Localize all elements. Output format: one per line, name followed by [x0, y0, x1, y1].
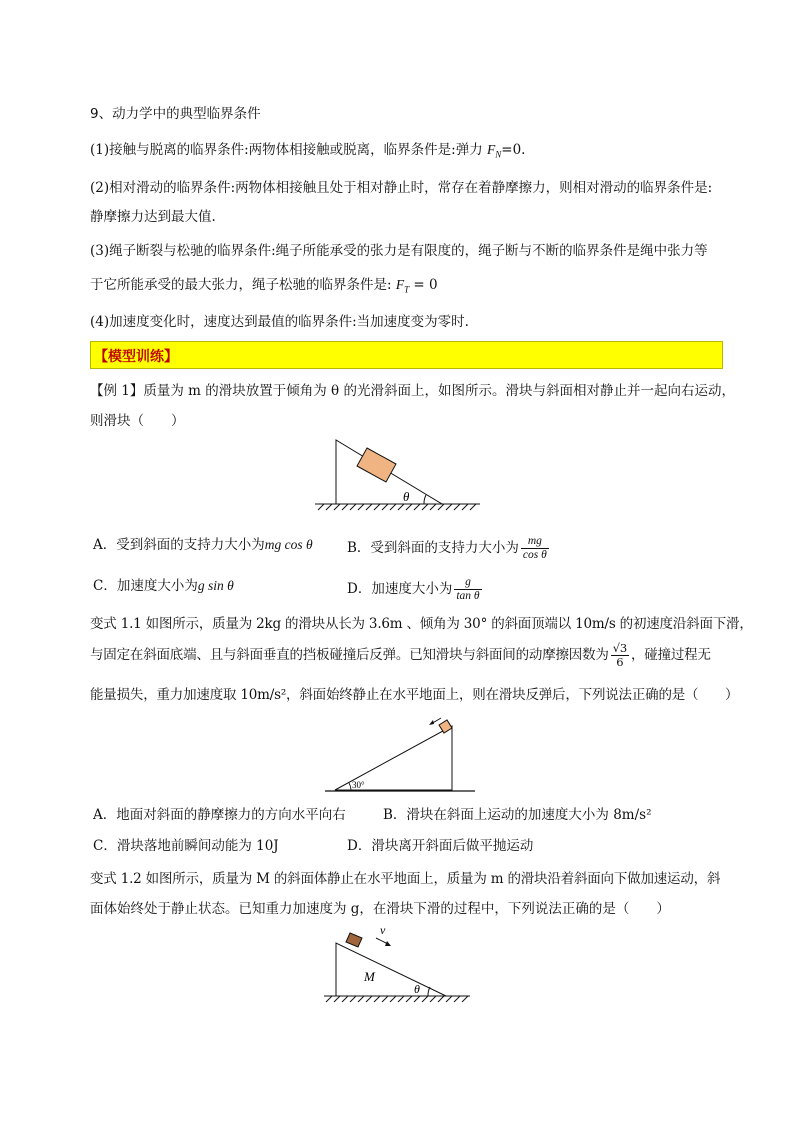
item-4: (4)加速度变化时，速度达到最值的临界条件:当加速度变为零时. [90, 314, 469, 330]
angle-label: 30° [352, 780, 365, 790]
variant-1-line-2b: ，碰撞过程无 [630, 647, 711, 663]
model-training-banner [90, 341, 723, 369]
arrow-head [429, 720, 434, 725]
item-1-end: =0. [501, 142, 526, 158]
theta-label: θ [414, 982, 420, 996]
variant-1-line-3: 能量损失，重力加速度取 10m/s²，斜面始终静止在水平地面上，则在滑块反弹后，下列说法正确的是（ ） [90, 687, 739, 703]
item-2-line-2: 静摩擦力达到最大值. [90, 209, 216, 225]
v-label: v [380, 923, 386, 937]
option-d-text: D．加速度大小为 [347, 581, 453, 597]
option-c-text: C．加速度大小为 [93, 578, 198, 594]
option-b-numerator: mg [521, 535, 549, 549]
variant-1-option-b: B．滑块在斜面上运动的加速度大小为 8m/s² [383, 807, 652, 823]
example-1-option-c [93, 576, 234, 596]
section-heading: 9、动力学中的典型临界条件 [90, 106, 261, 122]
option-a-math: mg cos θ [264, 537, 313, 552]
item-1-math: F [487, 142, 496, 157]
ground-hatch [315, 504, 480, 510]
variant-2-figure [322, 925, 472, 1005]
variant-2-line-1: 变式 1.2 如图所示，质量为 M 的斜面体静止在水平地面上，质量为 m 的滑块沿着斜面向下做加速运动，斜 [90, 871, 721, 887]
example-1-figure [310, 440, 480, 510]
banner-label: 【模型训练】 [94, 349, 178, 365]
item-3-end: = 0 [409, 277, 438, 293]
option-b-denominator: cos θ [522, 549, 547, 561]
example-1-line-1: 【例 1】质量为 m 的滑块放置于倾角为 θ 的光滑斜面上，如图所示。滑块与斜面相对静止并一起向右运动， [90, 383, 735, 399]
variant-1-line-2a: 与固定在斜面底端、且与斜面垂直的挡板碰撞后反弹。已知滑块与斜面间的动摩擦因数为 [90, 647, 609, 663]
example-1-option-d [347, 576, 484, 603]
friction-fraction [611, 642, 629, 669]
variant-1-option-d: D．滑块离开斜面后做平抛运动 [347, 838, 534, 854]
slider-block [346, 933, 362, 947]
m-label: M [364, 969, 375, 984]
variant-1-line-2 [90, 642, 711, 669]
friction-denominator: 6 [616, 655, 624, 669]
variant-1-option-a: A．地面对斜面的静摩擦力的方向水平向右 [93, 807, 346, 823]
option-b-fraction [521, 535, 549, 562]
theta-label: θ [403, 489, 410, 504]
example-1-line-2: 则滑块（ ） [90, 413, 185, 429]
item-3-sub: T [404, 284, 410, 295]
item-3-text: 于它所能承受的最大张力，绳子松驰的临界条件是: [90, 277, 392, 293]
item-1 [90, 140, 525, 165]
option-c-math: g sin θ [197, 578, 234, 593]
example-1-option-a [93, 535, 313, 555]
friction-numerator: √3 [612, 641, 627, 655]
option-d-denominator: tan θ [456, 590, 480, 602]
item-1-sub: N [495, 149, 502, 160]
example-1-option-b [347, 535, 551, 562]
item-2-line-1: (2)相对滑动的临界条件:两物体相接触且处于相对静止时，常存在着静摩擦力，则相对滑动的临界条件是: [90, 180, 713, 196]
option-d-numerator: g [454, 576, 481, 590]
item-1-text: (1)接触与脱离的临界条件:两物体相接触或脱离，临界条件是:弹力 [90, 142, 483, 158]
option-b-text: B．受到斜面的支持力大小为 [347, 540, 519, 556]
option-a-text: A．受到斜面的支持力大小为 [93, 537, 265, 553]
item-3-math: F [395, 277, 405, 292]
variant-1-option-c: C．滑块落地前瞬间动能为 10J [93, 838, 279, 854]
item-3-line-1: (3)绳子断裂与松驰的临界条件:绳子所能承受的张力是有限度的，绳子断与不断的临界条件是绳中张力等 [90, 243, 708, 259]
ground-hatch [324, 996, 470, 1002]
variant-1-line-1: 变式 1.1 如图所示，质量为 2kg 的滑块从长为 3.6m 、倾角为 30° 的斜面顶端以 10m/s 的初速度沿斜面下滑， [90, 616, 753, 632]
option-d-fraction [454, 576, 481, 603]
item-3-line-2 [90, 275, 438, 300]
variant-1-figure [325, 714, 485, 794]
variant-2-line-2: 面体始终处于静止状态。已知重力加速度为 g，在滑块下滑的过程中，下列说法正确的是（ ） [90, 901, 670, 917]
